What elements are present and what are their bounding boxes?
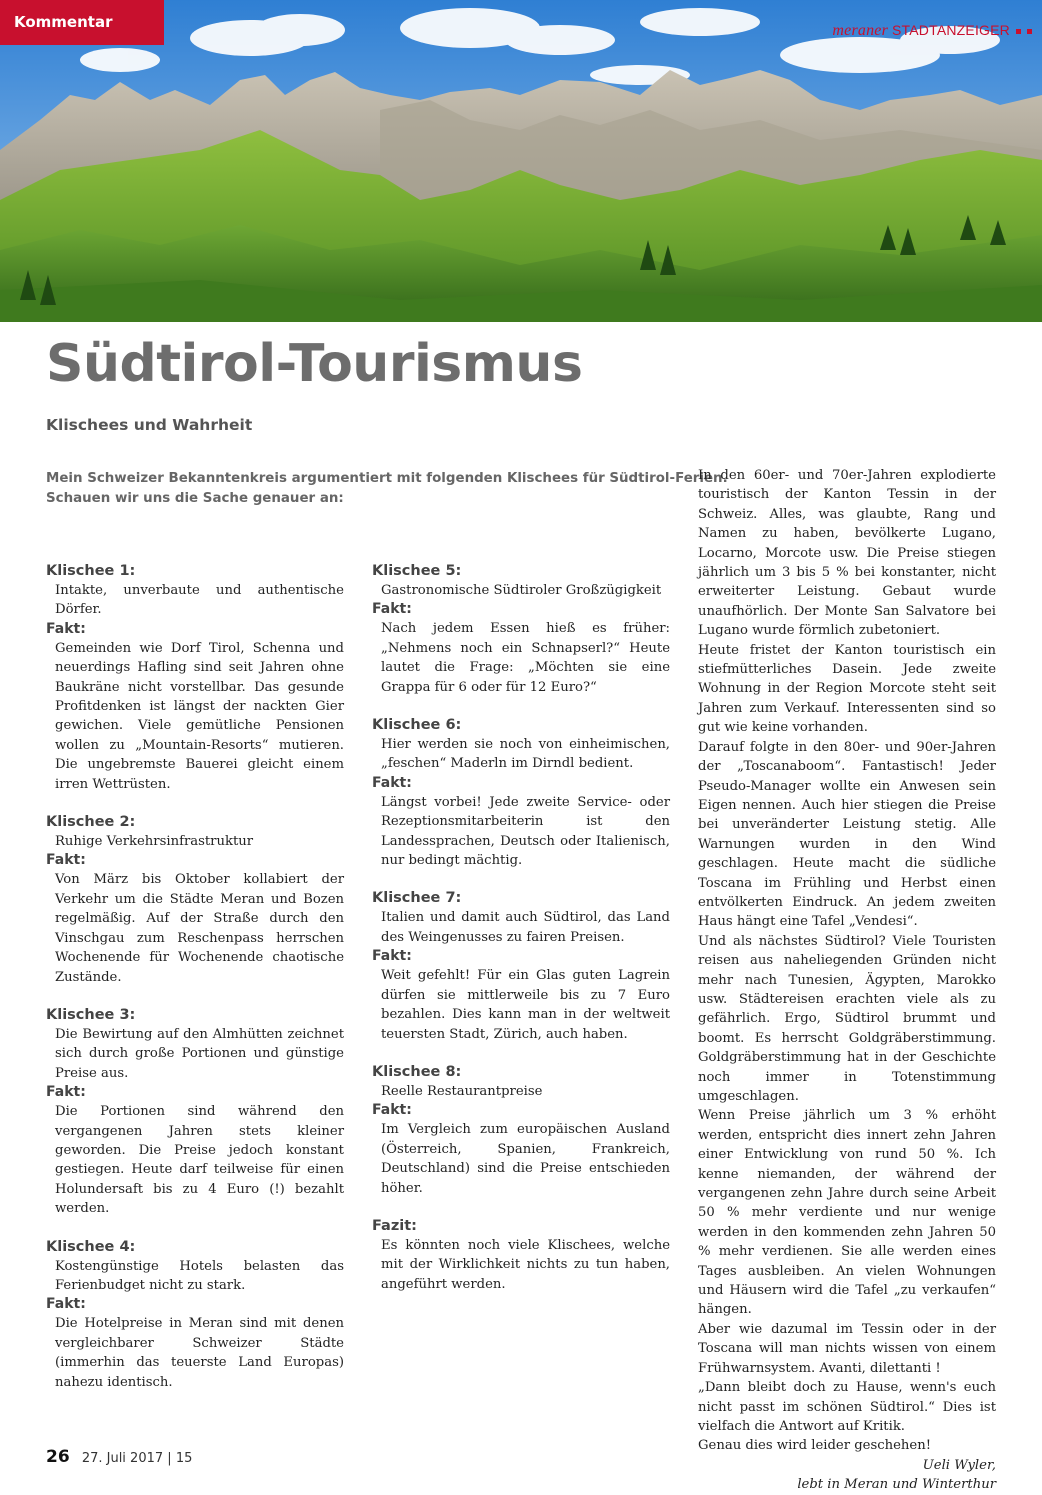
brand-name-italic: meraner bbox=[832, 22, 889, 39]
fakt-text: Die Portionen sind während den vergangenen Jahren stets kleiner geworden. Die Preise jedoch konstant gestiegen. Heute darf teilweise für einen Holundersaft bis zu 4 Euro (!) bezahlt werden. bbox=[55, 1104, 344, 1217]
klischee-heading: Klischee 8: bbox=[372, 1063, 462, 1080]
fakt-text: Weit gefehlt! Für ein Glas guten Lagrein dürfen sie mittlerweile bis zu 7 Euro bezahlen. Dies kann man in der weltweit teuersten Stadt, Zürich, auch haben. bbox=[381, 968, 670, 1042]
fakt-text: Die Hotelpreise in Meran sind mit denen vergleichbarer Schweizer Städte (immerhin das teuerste Land Europas) nahezu identisch. bbox=[55, 1316, 344, 1390]
fazit-heading: Fazit: bbox=[372, 1217, 417, 1234]
issue-date: 27. Juli 2017 bbox=[81, 1451, 164, 1466]
intro-line: Schauen wir uns die Sache genauer an: bbox=[46, 491, 344, 506]
paragraph: Aber wie dazumal im Tessin oder in der Toscana will man nichts wissen von einem Frühwarnsystem. Avanti, dilettanti ! bbox=[698, 1321, 996, 1376]
klischee-block bbox=[46, 1006, 344, 1219]
klischee-block bbox=[372, 889, 670, 1043]
klischee-claim: Italien und damit auch Südtirol, das Land des Weingenusses zu fairen Preisen. bbox=[381, 910, 670, 945]
fakt-label: Fakt: bbox=[46, 1296, 86, 1313]
klischee-block bbox=[372, 1063, 670, 1198]
klischee-heading: Klischee 5: bbox=[372, 563, 462, 579]
klischee-claim: Gastronomische Südtiroler Großzügigkeit bbox=[381, 583, 662, 598]
klischee-claim: Die Bewirtung auf den Almhütten zeichnet sich durch große Portionen und günstige Preise aus. bbox=[55, 1026, 344, 1081]
fakt-text: Im Vergleich zum europäischen Ausland (Österreich, Spanien, Frankreich, Deutschland) sind die Preise entschieden höher. bbox=[381, 1122, 670, 1196]
article-subtitle: Klischees und Wahrheit bbox=[46, 416, 253, 434]
klischee-heading: Klischee 2: bbox=[46, 814, 136, 831]
paragraph: Heute fristet der Kanton touristisch ein stiefmütterliches Dasein. Jede zweite Wohnung in der Region Morcote steht seit Jahren zum Verkauf. Interessenten sind so gut wie keine vorhanden. bbox=[698, 642, 996, 736]
klischee-heading: Klischee 3: bbox=[46, 1006, 136, 1023]
page-number: 26 bbox=[46, 1447, 70, 1467]
issue-number: 15 bbox=[175, 1451, 193, 1466]
paragraph: Und als nächstes Südtirol? Viele Touristen reisen aus naheliegenden Gründen nicht mehr nach Tunesien, Ägypten, Marokko usw. Städtereisen erachten viele als zu gefährlich. Ergo, Südtirol brummt und boomt. Es herrscht Goldgräberstimmung. Goldgräberstimmung hat in der Geschichte noch immer in Totenstimmung umgeschlagen. bbox=[698, 933, 996, 1104]
fakt-text: Gemeinden wie Dorf Tirol, Schenna und neuerdings Hafling sind seit Jahren ohne Baukräne nicht vorstellbar. Das gesunde Profitdenken ist längst der nackten Gier gewichen. Viele gemütliche Pensionen wollen zu „Mountain-Resorts“ mutieren. Die ungebremste Bauerei gleicht einem irren Wettrüsten. bbox=[55, 640, 344, 792]
brand-name-caps: STADTANZEIGER bbox=[892, 22, 1010, 38]
author-location: lebt in Meran und Winterthur bbox=[797, 1477, 996, 1493]
klischee-block bbox=[372, 716, 670, 870]
klischee-block bbox=[372, 562, 670, 697]
column-3 bbox=[698, 466, 996, 1495]
paragraph: In den 60er- und 70er-Jahren explodierte touristisch der Kanton Tessin in der Schweiz. Alles, was glaubte, Rang und Namen zu haben, bevölkerte Lugano, Locarno, Morcote usw. Die Preise stiegen jährlich um 3 bis 5 % bei konstanter, nicht erweiterter Leistung. Gebaut wurde unaufhörlich. Der Monte San Salvatore bei Lugano wurde förmlich zubetoniert. bbox=[698, 468, 996, 639]
klischee-heading: Klischee 7: bbox=[372, 890, 462, 907]
author-name: Ueli Wyler, bbox=[922, 1457, 996, 1473]
fakt-text: Längst vorbei! Jede zweite Service- oder Rezeptionsmitarbeiterin ist den Landessprachen, Deutsch oder Italienisch, nur bedingt mächtig. bbox=[381, 794, 670, 869]
fakt-label: Fakt: bbox=[372, 1102, 412, 1119]
fakt-label: Fakt: bbox=[46, 1084, 86, 1101]
fakt-label: Fakt: bbox=[46, 852, 86, 869]
klischee-block bbox=[46, 1238, 344, 1392]
intro-line: Mein Schweizer Bekanntenkreis argumentiert mit folgenden Klischees für Südtirol-Ferien. bbox=[46, 471, 728, 486]
brand-square-icon bbox=[1027, 29, 1032, 34]
klischee-claim: Hier werden sie noch von einheimischen, „feschen“ Maderln im Dirndl bedient. bbox=[381, 737, 670, 772]
column-1 bbox=[46, 562, 344, 1411]
section-tag: Kommentar bbox=[0, 0, 164, 45]
fakt-text: Nach jedem Essen hieß es früher: „Nehmens noch ein Schnapserl?“ Heute lautet die Frage: „Möchten sie eine Grappa für 6 oder für 12 Euro?“ bbox=[381, 621, 670, 695]
publication-brand bbox=[832, 22, 1032, 40]
article-title: Südtirol-Tourismus bbox=[46, 334, 583, 394]
paragraph: „Dann bleibt doch zu Hause, wenn's euch nicht passt im schönen Südtirol.“ Dies ist vielfach die Antwort auf Kritik. bbox=[698, 1380, 996, 1434]
hero-image bbox=[0, 0, 1042, 322]
footer-separator: | bbox=[167, 1451, 172, 1466]
brand-square-icon bbox=[1016, 29, 1021, 34]
klischee-heading: Klischee 1: bbox=[46, 563, 136, 579]
column-2 bbox=[372, 562, 670, 1313]
klischee-claim: Ruhige Verkehrsinfrastruktur bbox=[55, 834, 254, 850]
fakt-label: Fakt: bbox=[372, 601, 412, 618]
klischee-block bbox=[46, 813, 344, 987]
article-intro bbox=[46, 469, 728, 509]
klischee-claim: Reelle Restaurantpreise bbox=[381, 1083, 543, 1099]
klischee-claim: Kostengünstige Hotels belasten das Ferienbudget nicht zu stark. bbox=[55, 1258, 344, 1293]
klischee-claim: Intakte, unverbaute und authentische Dörfer. bbox=[55, 583, 344, 618]
paragraph: Wenn Preise jährlich um 3 % erhöht werden, entspricht dies innert zehn Jahren einer Entwicklung von rund 50 %. Ich kenne niemanden, der während der vergangenen zehn Jahre durch seine Arbeit 50 % mehr verdiente und nur wenige werden in den kommenden zehn Jahren 50 % mehr verdienen. Sie alle werden eines Tages ausbleiben. An vielen Wohnungen und Häusern wird die Tafel „zu verkaufen“ hängen. bbox=[698, 1108, 996, 1318]
fazit-block bbox=[372, 1217, 670, 1294]
klischee-heading: Klischee 4: bbox=[46, 1238, 136, 1255]
fakt-label: Fakt: bbox=[372, 948, 412, 965]
fakt-text: Von März bis Oktober kollabiert der Verkehr um die Städte Meran und Bozen regelmäßig. Auf der Straße durch den Vinschgau zum Reschenpass herrschen Wochenende für Wochenende chaotische Zustände. bbox=[55, 872, 344, 985]
mountain-landscape-image bbox=[0, 0, 1042, 322]
klischee-heading: Klischee 6: bbox=[372, 717, 462, 734]
fakt-label: Fakt: bbox=[372, 774, 412, 791]
fazit-text: Es könnten noch viele Klischees, welche mit der Wirklichkeit nichts zu tun haben, angeführt werden. bbox=[381, 1237, 670, 1292]
klischee-block bbox=[46, 562, 344, 794]
fakt-label: Fakt: bbox=[46, 620, 86, 637]
paragraph: Genau dies wird leider geschehen! bbox=[698, 1438, 932, 1454]
page-footer bbox=[46, 1447, 192, 1467]
paragraph: Darauf folgte in den 80er- und 90er-Jahren der „Toscanaboom“. Fantastisch! Jeder Pseudo-Manager wollte ein Anwesen sein Eigen nennen. Auch hier stiegen die Preise bei unveränderter Leistung stetig. Alle Warnungen wurden in den Wind geschlagen. Heute macht die südliche Toscana im Frühling und Herbst einen entvölkerten Eindruck. An jedem zweiten Haus hängt eine Tafel „Vendesi“. bbox=[698, 739, 996, 930]
